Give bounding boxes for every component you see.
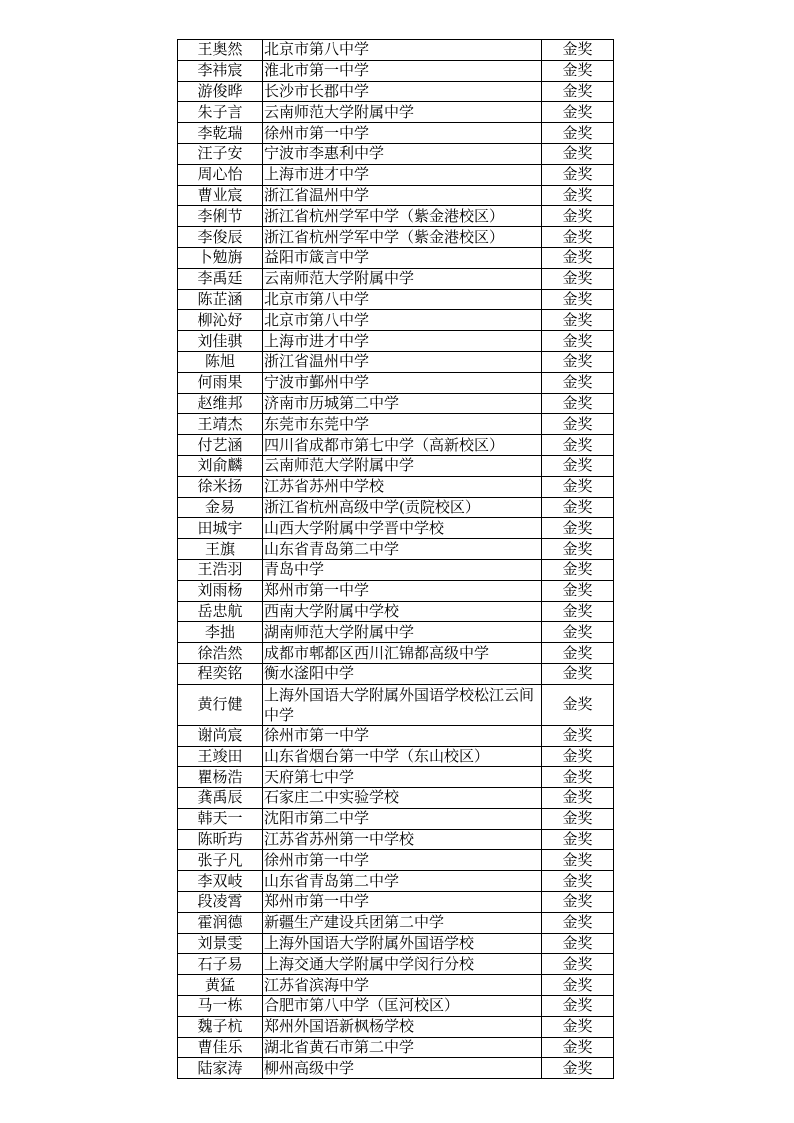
- award-level-cell: 金奖: [542, 684, 614, 725]
- award-level-cell: 金奖: [542, 829, 614, 850]
- student-name-cell: 曹佳乐: [178, 1037, 263, 1058]
- table-row: [178, 476, 614, 497]
- table-row: [178, 435, 614, 456]
- school-name-cell: 上海市进才中学: [263, 331, 542, 352]
- student-name-cell: 王奥然: [178, 40, 263, 61]
- table-row: [178, 518, 614, 539]
- student-name-cell: 徐浩然: [178, 643, 263, 664]
- school-name-cell: 徐州市第一中学: [263, 123, 542, 144]
- student-name-cell: 陈昕玙: [178, 829, 263, 850]
- award-level-cell: 金奖: [542, 164, 614, 185]
- student-name-cell: 张子凡: [178, 850, 263, 871]
- student-name-cell: 李俐节: [178, 206, 263, 227]
- award-level-cell: 金奖: [542, 185, 614, 206]
- table-row: [178, 289, 614, 310]
- school-name-cell: 长沙市长郡中学: [263, 81, 542, 102]
- student-name-cell: 刘俞麟: [178, 455, 263, 476]
- table-row: [178, 60, 614, 81]
- student-name-cell: 田城宇: [178, 518, 263, 539]
- table-row: [178, 622, 614, 643]
- school-name-cell: 石家庄二中实验学校: [263, 788, 542, 809]
- school-name-cell: 浙江省杭州高级中学(贡院校区）: [263, 497, 542, 518]
- award-level-cell: 金奖: [542, 643, 614, 664]
- table-row: [178, 850, 614, 871]
- student-name-cell: 游俊晔: [178, 81, 263, 102]
- school-name-cell: 北京市第八中学: [263, 289, 542, 310]
- award-level-cell: 金奖: [542, 975, 614, 996]
- student-name-cell: 黄猛: [178, 975, 263, 996]
- award-level-cell: 金奖: [542, 497, 614, 518]
- student-name-cell: 周心怡: [178, 164, 263, 185]
- award-level-cell: 金奖: [542, 892, 614, 913]
- student-name-cell: 卜勉旃: [178, 247, 263, 268]
- school-name-cell: 江苏省苏州中学校: [263, 476, 542, 497]
- table-row: [178, 746, 614, 767]
- table-row: [178, 40, 614, 61]
- award-level-cell: 金奖: [542, 227, 614, 248]
- table-row: [178, 185, 614, 206]
- student-name-cell: 徐米扬: [178, 476, 263, 497]
- school-name-cell: 湖北省黄石市第二中学: [263, 1037, 542, 1058]
- award-level-cell: 金奖: [542, 746, 614, 767]
- table-row: [178, 164, 614, 185]
- award-level-cell: 金奖: [542, 663, 614, 684]
- school-name-cell: 徐州市第一中学: [263, 725, 542, 746]
- school-name-cell: 江苏省苏州第一中学校: [263, 829, 542, 850]
- table-row: [178, 580, 614, 601]
- table-row: [178, 268, 614, 289]
- table-row: [178, 81, 614, 102]
- table-row: [178, 123, 614, 144]
- table-row: [178, 725, 614, 746]
- student-name-cell: 瞿杨浩: [178, 767, 263, 788]
- table-row: [178, 684, 614, 725]
- student-name-cell: 陈芷涵: [178, 289, 263, 310]
- student-name-cell: 岳忠航: [178, 601, 263, 622]
- table-row: [178, 559, 614, 580]
- school-name-cell: 浙江省温州中学: [263, 351, 542, 372]
- student-name-cell: 刘佳骐: [178, 331, 263, 352]
- student-name-cell: 刘景雯: [178, 933, 263, 954]
- school-name-cell: 上海外国语大学附属外国语学校: [263, 933, 542, 954]
- school-name-cell: 淮北市第一中学: [263, 60, 542, 81]
- student-name-cell: 李俊辰: [178, 227, 263, 248]
- award-level-cell: 金奖: [542, 580, 614, 601]
- student-name-cell: 石子易: [178, 954, 263, 975]
- school-name-cell: 北京市第八中学: [263, 40, 542, 61]
- school-name-cell: 云南师范大学附属中学: [263, 102, 542, 123]
- table-row: [178, 954, 614, 975]
- award-level-cell: 金奖: [542, 455, 614, 476]
- table-row: [178, 808, 614, 829]
- award-level-cell: 金奖: [542, 123, 614, 144]
- school-name-cell: 江苏省滨海中学: [263, 975, 542, 996]
- award-level-cell: 金奖: [542, 788, 614, 809]
- student-name-cell: 金易: [178, 497, 263, 518]
- table-row: [178, 912, 614, 933]
- table-row: [178, 643, 614, 664]
- award-level-cell: 金奖: [542, 435, 614, 456]
- school-name-cell: 上海交通大学附属中学闵行分校: [263, 954, 542, 975]
- table-row: [178, 1058, 614, 1079]
- school-name-cell: 浙江省杭州学军中学（紫金港校区）: [263, 206, 542, 227]
- student-name-cell: 王浩羽: [178, 559, 263, 580]
- school-name-cell: 徐州市第一中学: [263, 850, 542, 871]
- student-name-cell: 何雨果: [178, 372, 263, 393]
- award-level-cell: 金奖: [542, 143, 614, 164]
- award-level-cell: 金奖: [542, 81, 614, 102]
- table-row: [178, 933, 614, 954]
- award-level-cell: 金奖: [542, 393, 614, 414]
- school-name-cell: 山东省烟台第一中学（东山校区）: [263, 746, 542, 767]
- school-name-cell: 益阳市箴言中学: [263, 247, 542, 268]
- award-level-cell: 金奖: [542, 767, 614, 788]
- school-name-cell: 沈阳市第二中学: [263, 808, 542, 829]
- award-level-cell: 金奖: [542, 476, 614, 497]
- award-level-cell: 金奖: [542, 996, 614, 1017]
- student-name-cell: 陆家涛: [178, 1058, 263, 1079]
- school-name-cell: 柳州高级中学: [263, 1058, 542, 1079]
- table-row: [178, 372, 614, 393]
- school-name-cell: 郑州市第一中学: [263, 892, 542, 913]
- student-name-cell: 曹业宸: [178, 185, 263, 206]
- school-name-cell: 郑州市第一中学: [263, 580, 542, 601]
- award-level-cell: 金奖: [542, 206, 614, 227]
- school-name-cell: 上海市进才中学: [263, 164, 542, 185]
- student-name-cell: 朱子言: [178, 102, 263, 123]
- table-row: [178, 1037, 614, 1058]
- award-level-cell: 金奖: [542, 102, 614, 123]
- student-name-cell: 陈旭: [178, 351, 263, 372]
- student-name-cell: 汪子安: [178, 143, 263, 164]
- student-name-cell: 马一栋: [178, 996, 263, 1017]
- award-level-cell: 金奖: [542, 40, 614, 61]
- student-name-cell: 霍润德: [178, 912, 263, 933]
- table-row: [178, 206, 614, 227]
- school-name-cell: 宁波市鄞州中学: [263, 372, 542, 393]
- table-row: [178, 310, 614, 331]
- school-name-cell: 山东省青岛第二中学: [263, 539, 542, 560]
- award-level-cell: 金奖: [542, 289, 614, 310]
- award-level-cell: 金奖: [542, 331, 614, 352]
- table-row: [178, 892, 614, 913]
- award-level-cell: 金奖: [542, 622, 614, 643]
- school-name-cell: 云南师范大学附属中学: [263, 455, 542, 476]
- school-name-cell: 天府第七中学: [263, 767, 542, 788]
- student-name-cell: 王竣田: [178, 746, 263, 767]
- award-level-cell: 金奖: [542, 1058, 614, 1079]
- table-row: [178, 788, 614, 809]
- table-row: [178, 975, 614, 996]
- table-row: [178, 393, 614, 414]
- student-name-cell: 李双岐: [178, 871, 263, 892]
- school-name-cell: 宁波市李惠利中学: [263, 143, 542, 164]
- school-name-cell: 北京市第八中学: [263, 310, 542, 331]
- table-row: [178, 767, 614, 788]
- table-row: [178, 663, 614, 684]
- school-name-cell: 湖南师范大学附属中学: [263, 622, 542, 643]
- award-level-cell: 金奖: [542, 1016, 614, 1037]
- award-level-cell: 金奖: [542, 247, 614, 268]
- table-row: [178, 871, 614, 892]
- award-level-cell: 金奖: [542, 414, 614, 435]
- table-row: [178, 539, 614, 560]
- student-name-cell: 龚禹辰: [178, 788, 263, 809]
- school-name-cell: 山西大学附属中学晋中学校: [263, 518, 542, 539]
- student-name-cell: 王靖杰: [178, 414, 263, 435]
- table-row: [178, 497, 614, 518]
- student-name-cell: 段凌霄: [178, 892, 263, 913]
- school-name-cell: 青岛中学: [263, 559, 542, 580]
- student-name-cell: 李禹廷: [178, 268, 263, 289]
- school-name-cell: 四川省成都市第七中学（高新校区）: [263, 435, 542, 456]
- award-level-cell: 金奖: [542, 954, 614, 975]
- school-name-cell: 山东省青岛第二中学: [263, 871, 542, 892]
- school-name-cell: 衡水滏阳中学: [263, 663, 542, 684]
- table-row: [178, 102, 614, 123]
- student-name-cell: 赵维邦: [178, 393, 263, 414]
- award-level-cell: 金奖: [542, 539, 614, 560]
- school-name-cell: 云南师范大学附属中学: [263, 268, 542, 289]
- school-name-cell: 浙江省杭州学军中学（紫金港校区）: [263, 227, 542, 248]
- award-level-cell: 金奖: [542, 268, 614, 289]
- student-name-cell: 谢尚宸: [178, 725, 263, 746]
- school-name-cell: 新疆生产建设兵团第二中学: [263, 912, 542, 933]
- award-level-cell: 金奖: [542, 601, 614, 622]
- table-row: [178, 1016, 614, 1037]
- school-name-cell: 西南大学附属中学校: [263, 601, 542, 622]
- award-level-cell: 金奖: [542, 310, 614, 331]
- student-name-cell: 韩天一: [178, 808, 263, 829]
- award-level-cell: 金奖: [542, 1037, 614, 1058]
- award-table-body: [178, 40, 614, 1079]
- school-name-cell: 郑州外国语新枫杨学校: [263, 1016, 542, 1037]
- student-name-cell: 刘雨杨: [178, 580, 263, 601]
- school-name-cell: 合肥市第八中学（匡河校区）: [263, 996, 542, 1017]
- student-name-cell: 程奕铭: [178, 663, 263, 684]
- school-name-cell: 济南市历城第二中学: [263, 393, 542, 414]
- award-level-cell: 金奖: [542, 933, 614, 954]
- award-level-cell: 金奖: [542, 559, 614, 580]
- table-row: [178, 601, 614, 622]
- award-level-cell: 金奖: [542, 372, 614, 393]
- award-table: [177, 39, 614, 1079]
- school-name-cell: 东莞市东莞中学: [263, 414, 542, 435]
- award-level-cell: 金奖: [542, 60, 614, 81]
- student-name-cell: 魏子杭: [178, 1016, 263, 1037]
- table-row: [178, 829, 614, 850]
- award-level-cell: 金奖: [542, 725, 614, 746]
- award-level-cell: 金奖: [542, 871, 614, 892]
- school-name-cell: 浙江省温州中学: [263, 185, 542, 206]
- award-level-cell: 金奖: [542, 912, 614, 933]
- award-level-cell: 金奖: [542, 808, 614, 829]
- table-row: [178, 143, 614, 164]
- student-name-cell: 李乾瑞: [178, 123, 263, 144]
- student-name-cell: 李祎宸: [178, 60, 263, 81]
- award-level-cell: 金奖: [542, 518, 614, 539]
- award-level-cell: 金奖: [542, 351, 614, 372]
- table-row: [178, 455, 614, 476]
- student-name-cell: 王旗: [178, 539, 263, 560]
- student-name-cell: 李拙: [178, 622, 263, 643]
- school-name-cell: 成都市郫都区西川汇锦都高级中学: [263, 643, 542, 664]
- table-row: [178, 227, 614, 248]
- table-row: [178, 414, 614, 435]
- table-row: [178, 996, 614, 1017]
- award-level-cell: 金奖: [542, 850, 614, 871]
- table-row: [178, 351, 614, 372]
- table-row: [178, 247, 614, 268]
- student-name-cell: 付艺涵: [178, 435, 263, 456]
- school-name-cell: 上海外国语大学附属外国语学校松江云间中学: [263, 684, 542, 725]
- table-row: [178, 331, 614, 352]
- student-name-cell: 柳沁妤: [178, 310, 263, 331]
- student-name-cell: 黄行健: [178, 684, 263, 725]
